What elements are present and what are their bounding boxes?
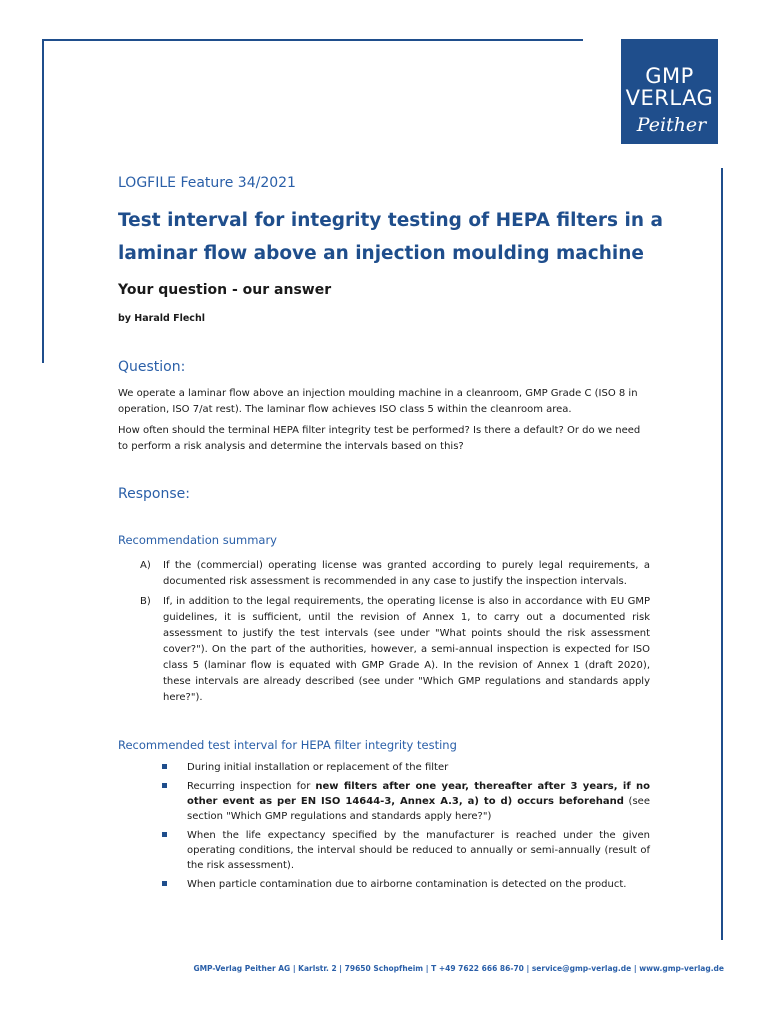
bullet-square-icon <box>162 764 167 769</box>
subtitle: Your question - our answer <box>118 282 332 298</box>
response-heading: Response: <box>118 486 190 502</box>
bullet-square-icon <box>162 783 167 788</box>
logo-line-1: GMP <box>645 64 694 88</box>
frame-right-line <box>721 168 723 940</box>
summary-heading: Recommendation summary <box>118 533 277 547</box>
bullet-square-icon <box>162 881 167 886</box>
bullet-text-pre: Recurring inspection for <box>187 781 316 792</box>
bullet-text-post: (see section "Which GMP regulations and standards apply here?") <box>187 796 650 822</box>
gmp-verlag-logo <box>621 39 718 144</box>
interval-bullet-list <box>162 760 650 896</box>
list-item <box>162 760 650 775</box>
page-footer: GMP-Verlag Peither AG | Karlstr. 2 | 79650 Schopfheim | T +49 7622 666 86-70 | service@gmp-verlag.de | www.gmp-verlag.de <box>193 964 724 973</box>
item-text: If, in addition to the legal requirements, the operating license is also in accordance with EU GMP guidelines, it is sufficient, until the revision of Annex 1, to carry out a documented risk assessment to justify the test intervals (see under "What points should the risk assessment cover?"). On the part of the authorities, however, a semi-annual inspection is expected for ISO class 5 (laminar flow is equated with GMP Grade A). In the revision of Annex 1 (draft 2020), these intervals are already described (see under "Which GMP regulations and standards apply here?"). <box>163 596 650 703</box>
question-paragraph-2: How often should the terminal HEPA filter integrity test be performed? Is there a default? Or do we need to perform a risk analysis and determine the intervals based on this? <box>118 425 641 452</box>
bullet-text-bold: new filters after one year, thereafter after 3 years, if no other event as per EN ISO 14644-3, Annex A.3, a) to d) occurs beforehand <box>187 781 651 807</box>
item-key: A) <box>140 560 151 571</box>
interval-heading: Recommended test interval for HEPA filter integrity testing <box>118 738 457 752</box>
author-line: by Harald Flechl <box>118 313 205 324</box>
page-title: Test interval for integrity testing of HEPA filters in a laminar flow above an injection moulding machine <box>118 210 663 264</box>
item-key: B) <box>140 596 151 607</box>
feature-label: LOGFILE Feature 34/2021 <box>118 175 296 191</box>
logo-line-2: VERLAG <box>625 86 714 110</box>
item-text: If the (commercial) operating license was granted according to purely legal requirements, a documented risk assessment is recommended in any case to justify the inspection intervals. <box>163 560 650 587</box>
bullet-text: When particle contamination due to airborne contamination is detected on the product. <box>187 879 627 890</box>
bullet-text: During initial installation or replacement of the filter <box>187 762 449 773</box>
logo-signature: Peither <box>636 114 707 136</box>
question-heading: Question: <box>118 359 186 375</box>
frame-left-line <box>42 39 44 363</box>
bullet-square-icon <box>162 832 167 837</box>
bullet-text: When the life expectancy specified by the manufacturer is reached under the given operating conditions, the interval should be reduced to annually or semi-annually (result of the risk assessment). <box>187 830 650 871</box>
list-item <box>162 877 650 892</box>
recommendation-item-b <box>140 594 650 706</box>
frame-top-line <box>42 39 583 41</box>
question-paragraph-1: We operate a laminar flow above an injection moulding machine in a cleanroom, GMP Grade C (ISO 8 in operation, ISO 7/at rest). The laminar flow achieves ISO class 5 within the cleanroom area. <box>118 388 638 415</box>
list-item <box>162 828 650 873</box>
recommendation-item-a <box>140 558 650 590</box>
list-item <box>162 779 650 824</box>
